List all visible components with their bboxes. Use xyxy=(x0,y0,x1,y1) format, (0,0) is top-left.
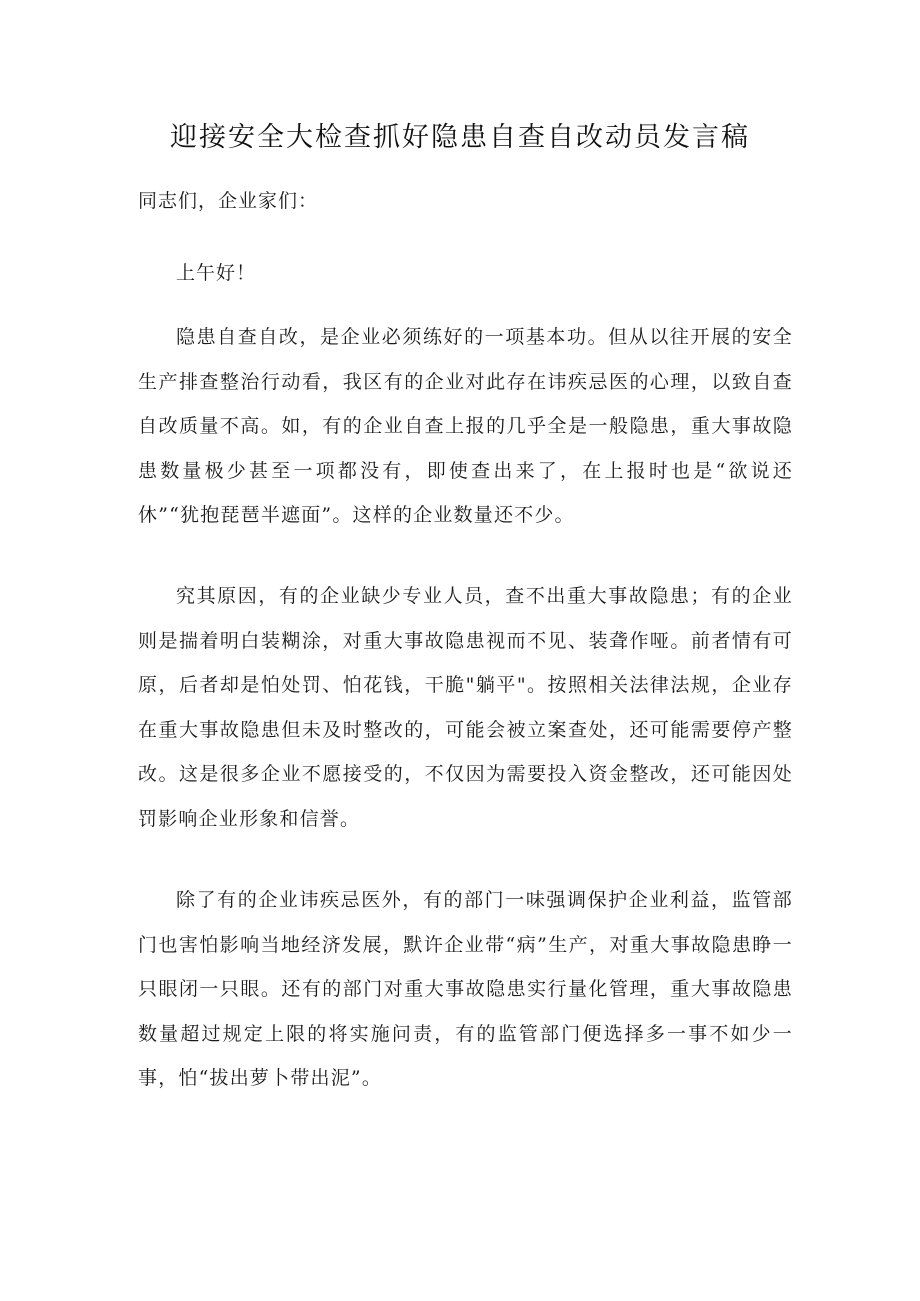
salutation: 同志们，企业家们： xyxy=(138,190,319,212)
document-title: 迎接安全大检查抓好隐患自查自改动员发言稿 xyxy=(170,122,750,153)
greeting: 上午好！ xyxy=(176,262,257,284)
paragraph-3: 除了有的企业讳疾忌医外，有的部门一味强调保护企业利益，监管部门也害怕影响当地经济发展，默许企业带“病”生产，对重大事故隐患睁一只眼闭一只眼。还有的部门对重大事故隐患实行量化管理，重大事故隐患数量超过规定上限的将实施问责，有的监管部门便选择多一事不如少一事，怕“拔出萝卜带出泥”。 xyxy=(138,889,793,1089)
paragraph-1: 隐患自查自改，是企业必须练好的一项基本功。但从以往开展的安全生产排查整治行动看，我区有的企业对此存在讳疾忌医的心理，以致自查自改质量不高。如，有的企业自查上报的几乎全是一般隐患，重大事故隐患数量极少甚至一项都没有，即使查出来了，在上报时也是“欲说还休”“犹抱琵琶半遮面”。这样的企业数量还不少。 xyxy=(138,326,793,526)
paragraph-2: 究其原因，有的企业缺少专业人员，查不出重大事故隐患；有的企业则是揣着明白装糊涂，对重大事故隐患视而不见、装聋作哑。前者情有可原，后者却是怕处罚、怕花钱，干脆"躺平"。按照相关法律法规，企业存在重大事故隐患但未及时整改的，可能会被立案查处，还可能需要停产整改。这是很多企业不愿接受的，不仅因为需要投入资金整改，还可能因处罚影响企业形象和信誉。 xyxy=(138,585,793,830)
